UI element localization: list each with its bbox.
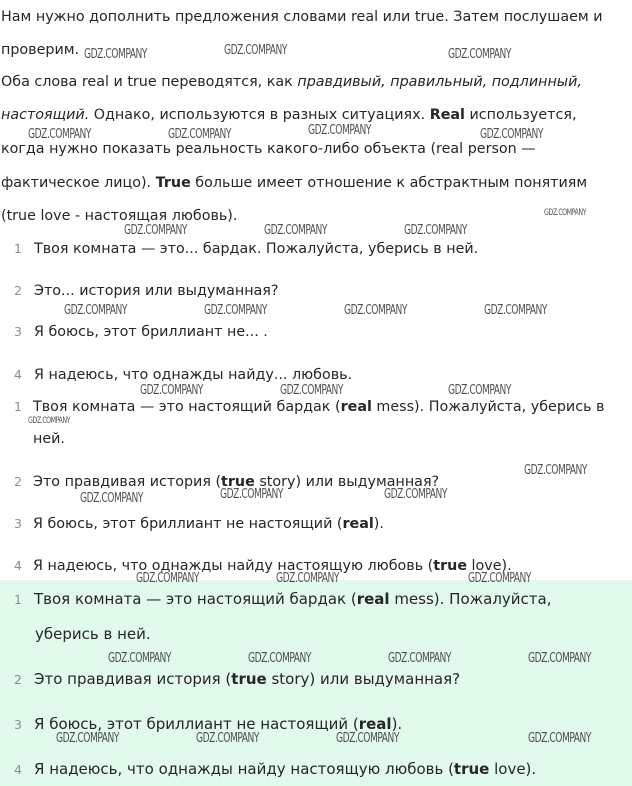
answer-item: 1 Твоя комната — это настоящий бардак (real mess). Пожалуйста, <box>14 590 552 608</box>
intro-line-5: когда нужно показать реальность какого-либо объекта (real person — <box>1 141 536 157</box>
watermark: GDZ.COMPANY <box>528 731 592 746</box>
watermark: GDZ.COMPANY <box>528 651 592 666</box>
answer-item: 1 Твоя комната — это настоящий бардак (real mess). Пожалуйста, уберись в <box>14 399 605 415</box>
watermark: GDZ.COMPANY <box>28 416 71 426</box>
watermark: GDZ.COMPANY <box>108 651 172 666</box>
watermark: GDZ.COMPANY <box>544 208 587 218</box>
watermark: GDZ.COMPANY <box>168 127 232 142</box>
intro-line-3: Оба слова real и true переводятся, как правдивый, правильный, подлинный, <box>1 74 582 90</box>
watermark: GDZ.COMPANY <box>308 123 372 138</box>
answer-item-continuation: ней. <box>33 431 65 447</box>
watermark: GDZ.COMPANY <box>344 303 408 318</box>
task-item: 1 Твоя комната — это... бардак. Пожалуйста, уберись в ней. <box>14 241 479 257</box>
watermark: GDZ.COMPANY <box>80 491 144 506</box>
task-item: 3 Я боюсь, этот бриллиант не... . <box>14 324 268 340</box>
watermark: GDZ.COMPANY <box>448 47 512 62</box>
watermark: GDZ.COMPANY <box>124 223 188 238</box>
watermark: GDZ.COMPANY <box>264 223 328 238</box>
answer-item: 3 Я боюсь, этот бриллиант не настоящий (real). <box>14 715 403 733</box>
intro-line-6: фактическое лицо). True больше имеет отношение к абстрактным понятиям <box>1 175 588 191</box>
watermark: GDZ.COMPANY <box>204 303 268 318</box>
answer-item: 4 Я надеюсь, что однажды найду настоящую любовь (true love). <box>14 760 537 778</box>
watermark: GDZ.COMPANY <box>480 127 544 142</box>
watermark: GDZ.COMPANY <box>224 43 288 58</box>
task-item: 4 Я надеюсь, что однажды найду... любовь. <box>14 367 353 383</box>
answer-item: 3 Я боюсь, этот бриллиант не настоящий (real). <box>14 516 384 532</box>
answer-item: 2 Это правдивая история (true story) или выдуманная? <box>14 670 461 688</box>
intro-line-7: (true love - настоящая любовь). <box>1 208 238 224</box>
answer-item: 4 Я надеюсь, что однажды найду настоящую любовь (true love). <box>14 558 512 574</box>
answer-item-continuation: уберись в ней. <box>35 625 151 643</box>
intro-line-1: Нам нужно дополнить предложения словами real или true. Затем послушаем и <box>1 9 603 25</box>
intro-line-2: проверим. <box>1 42 80 58</box>
watermark: GDZ.COMPANY <box>196 731 260 746</box>
intro-line-4: настоящий. Однако, используются в разных ситуациях. Real используется, <box>1 107 577 123</box>
watermark: GDZ.COMPANY <box>280 383 344 398</box>
watermark: GDZ.COMPANY <box>140 383 204 398</box>
watermark: GDZ.COMPANY <box>276 571 340 586</box>
watermark: GDZ.COMPANY <box>484 303 548 318</box>
watermark: GDZ.COMPANY <box>404 223 468 238</box>
watermark: GDZ.COMPANY <box>448 383 512 398</box>
watermark: GDZ.COMPANY <box>388 651 452 666</box>
task-item: 2 Это... история или выдуманная? <box>14 283 279 299</box>
watermark: GDZ.COMPANY <box>220 487 284 502</box>
answer-item: 2 Это правдивая история (true story) или выдуманная? <box>14 474 440 490</box>
watermark: GDZ.COMPANY <box>524 463 588 478</box>
watermark: GDZ.COMPANY <box>28 127 92 142</box>
watermark: GDZ.COMPANY <box>384 487 448 502</box>
watermark: GDZ.COMPANY <box>468 571 532 586</box>
watermark: GDZ.COMPANY <box>136 571 200 586</box>
watermark: GDZ.COMPANY <box>248 651 312 666</box>
watermark: GDZ.COMPANY <box>56 731 120 746</box>
watermark: GDZ.COMPANY <box>84 47 148 62</box>
watermark: GDZ.COMPANY <box>64 303 128 318</box>
watermark: GDZ.COMPANY <box>336 731 400 746</box>
